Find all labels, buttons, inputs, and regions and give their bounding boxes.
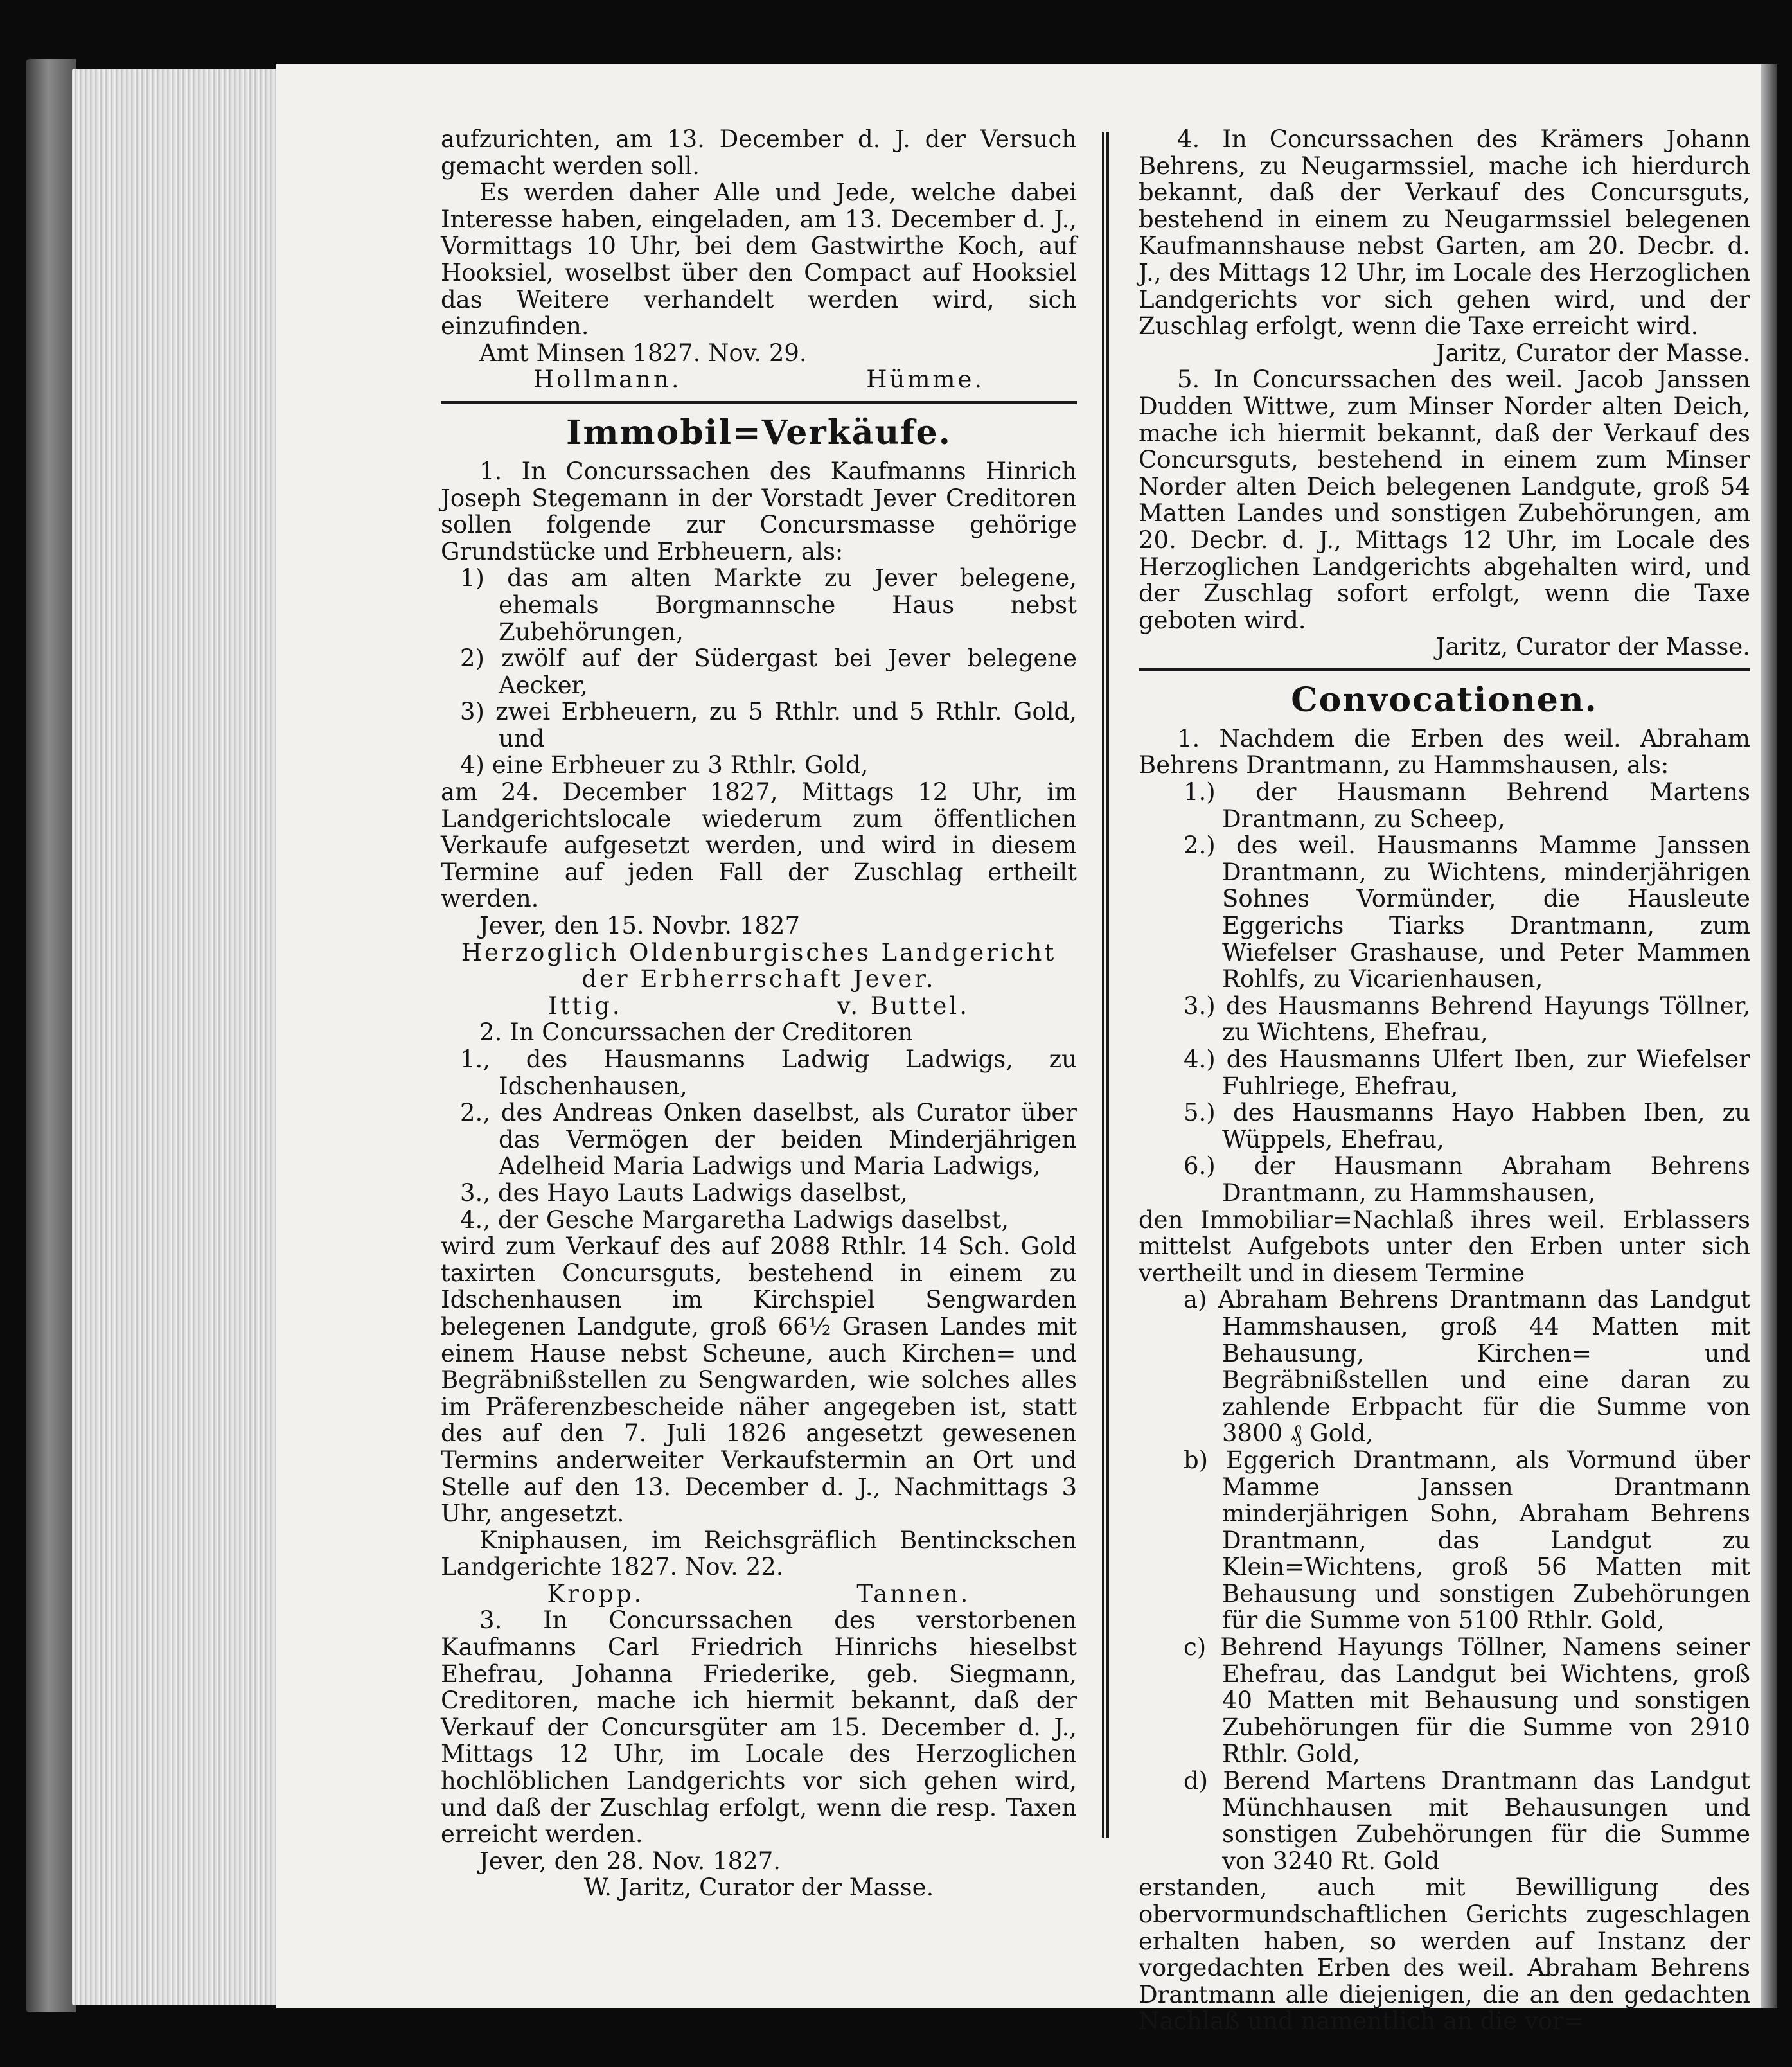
list-item: 5.) des Hausmanns Hayo Habben Iben, zu Wüppels, Ehefrau, [1184,1099,1750,1153]
list-item: 3) zwei Erbheuern, zu 5 Rthlr. und 5 Rthlr. Gold, und [460,698,1077,752]
list-item: a) Abraham Behrens Drantmann das Landgut Hammshausen, groß 44 Matten mit Behausung, Kirchen= und Begräbnißstellen und eine daran zu zahlende Erbpacht für die Summe von 3800 ₰ Gold, [1184,1286,1750,1448]
section-heading: Immobil=Verkäufe. [566,413,952,452]
notice-intro: 1. Nachdem die Erben des weil. Abraham Behrens Drantmann, zu Hammshausen, als: [1139,724,1750,779]
notice-intro: 2. In Concurssachen der Creditoren [479,1018,913,1047]
signature: Kropp. [547,1579,644,1608]
list-item: 4.) des Hausmanns Ulfert Iben, zur Wiefelser Fuhlriege, Ehefrau, [1184,1045,1750,1100]
book-spine-edge [26,59,76,2012]
place-date: Jever, den 15. Novbr. 1827 [479,912,800,940]
signature: W. Jaritz, Curator der Masse. [583,1874,934,1902]
paragraph: 3. In Concurssachen des verstorbenen Kaufmanns Carl Friedrich Hinrichs hieselbst Ehefrau, Johanna Friederike, geb. Siegmann, Creditoren, mache ich hiermit bekannt, daß der Verkauf der Concursgüter am 15. December d. J., Mittags 12 Uhr, im Locale des Herzoglichen hochlöblichen Landgerichts vor sich gehen wird, und daß der Zuschlag erfolgt, wenn die resp. Taxen erreicht werden. [441,1606,1077,1849]
list-item: 2.) des weil. Hausmanns Mamme Janssen Drantmann, zu Wichtens, minderjährigen Sohnes Vormünder, die Hausleute Eggerichs Tiarks Drantmann, zum Wiefelser Grashause, und Peter Mammen Rohlfs, zu Vicarienhausen, [1184,831,1750,993]
signature: Jaritz, Curator der Masse. [1435,339,1750,367]
place-date: Amt Minsen 1827. Nov. 29. [479,339,807,367]
list-item: d) Berend Martens Drantmann das Landgut Münchhausen mit Behausungen und sonstigen Zubehörungen für die Summe von 3240 Rt. Gold [1184,1767,1750,1875]
list-item: 2) zwölf auf der Südergast bei Jever belegene Aecker, [460,644,1077,699]
list-item: b) Eggerich Drantmann, als Vormund über Mamme Janssen Drantmann minderjährigen Sohn, Abraham Behrens Drantmann, das Landgut zu Klein=Wichtens, groß 56 Matten mit Behausung und sonstigen Zubehörungen für die Summe von 5100 Rthlr. Gold, [1184,1446,1750,1635]
signature: Ittig. [548,991,623,1020]
list-item: 1.) der Hausmann Behrend Martens Drantmann, zu Scheep, [1184,778,1750,833]
signature: Hümme. [866,366,985,394]
signature-line [441,366,1077,393]
column-divider [1102,132,1109,1838]
signature-line [441,993,1077,1020]
place-date: Kniphausen, im Reichsgräflich Bentinckschen Landgerichte 1827. Nov. 22. [441,1526,1077,1581]
section-heading: Convocationen. [1291,680,1598,720]
paragraph: 4. In Concurssachen des Krämers Johann Behrens, zu Neugarmssiel, mache ich hierdurch bekannt, daß der Verkauf des Concursguts, bestehend in einem zu Neugarmssiel belegenen Kaufmannshause nebst Garten, am 20. Decbr. d. J., des Mittags 12 Uhr, im Locale des Herzoglichen Landgerichts vor sich gehen wird, und der Zuschlag erfolgt, wenn die Taxe erreicht wird. [1139,125,1750,341]
list-item: 3., des Hayo Lauts Ladwigs daselbst, [460,1178,908,1207]
signature: Hollmann. [533,366,682,394]
list-item: 4) eine Erbheuer zu 3 Rthlr. Gold, [460,751,869,779]
section-divider [1139,668,1750,671]
list-item: 3.) des Hausmanns Behrend Hayungs Töllner, zu Wichtens, Ehefrau, [1184,991,1750,1047]
paragraph: aufzurichten, am 13. December d. J. der Versuch gemacht werden soll. [441,125,1077,180]
signature-line [441,1581,1077,1608]
left-column [441,126,1077,1901]
paragraph: wird zum Verkauf des auf 2088 Rthlr. 14 Sch. Gold taxirten Concursguts, bestehend in einem zu Idschenhausen im Kirchspiel Sengwarden belegenen Landgute, groß 66½ Grasen Landes mit einem Hause nebst Scheune, auch Kirchen= und Begräbnißstellen zu Sengwarden, wie solches alles im Präferenzbescheide näher angegeben ist, statt des auf den 7. Juli 1826 angesetzt gewesenen Termins anderweiter Verkaufstermin an Ort und Stelle auf den 13. December d. J., Nachmittags 3 Uhr, angesetzt. [441,1232,1077,1528]
signature: Jaritz, Curator der Masse. [1435,633,1750,661]
paragraph: den Immobiliar=Nachlaß ihres weil. Erblassers mittelst Aufgebots unter den Erben unter sich vertheilt und in diesem Termine [1139,1205,1750,1287]
paragraph: Es werden daher Alle und Jede, welche dabei Interesse haben, eingeladen, am 13. December d. J., Vormittags 10 Uhr, bei dem Gastwirthe Koch, auf Hooksiel, woselbst über den Compact auf Hooksiel das Weitere verhandelt werden wird, sich einzufinden. [441,179,1077,341]
signature: v. Buttel. [837,991,970,1020]
list-item: 1) das am alten Markte zu Jever belegene, ehemals Borgmannsche Haus nebst Zubehörungen, [460,564,1077,646]
list-item: 2., des Andreas Onken daselbst, als Curator über das Vermögen der beiden Minderjährigen Adelheid Maria Ladwigs und Maria Ladwigs, [460,1099,1077,1180]
paragraph: erstanden, auch mit Bewilligung des obervormundschaftlichen Gerichts zugeschlagen erhalten haben, so werden auf Instanz der vorgedachten Erben des weil. Abraham Behrens Drantmann alle diejenigen, die an den gedachten Nachlaß und namentlich an die vor= [1139,1874,1750,2036]
gutter-shadow [1761,64,1777,2008]
place-date: Jever, den 28. Nov. 1827. [479,1847,781,1875]
court-name: Herzoglich Oldenburgisches Landgericht der Erbherrschaft Jever. [461,938,1057,993]
section-divider [441,401,1077,404]
notice-intro: 1. In Concurssachen des Kaufmanns Hinrich Joseph Stegemann in der Vorstadt Jever Creditoren sollen folgende zur Concursmasse gehörige Grundstücke und Erbheuern, als: [441,457,1077,565]
paragraph: 5. In Concurssachen des weil. Jacob Janssen Dudden Wittwe, zum Minser Norder alten Deich, mache ich hiermit bekannt, daß der Verkauf des Concursguts, bestehend in einem zum Minser Norder alten Deich belegenen Landgute, groß 54 Matten Landes und sonstigen Zubehörungen, am 20. Decbr. d. J., Mittags 12 Uhr, im Locale des Herzoglichen Landgerichts abgehalten wird, und der Zuschlag sofort erfolgt, wenn die Taxe geboten wird. [1139,366,1750,634]
paragraph: am 24. December 1827, Mittags 12 Uhr, im Landgerichtslocale wiederum zum öffentlichen Verkaufe aufgesetzt werden, und wird in diesem Termine auf jeden Fall der Zuschlag ertheilt werden. [441,778,1077,913]
list-item: 1., des Hausmanns Ladwig Ladwigs, zu Idschenhausen, [460,1045,1077,1100]
list-item: 4., der Gesche Margaretha Ladwigs daselbst, [460,1205,1009,1234]
list-item: 6.) der Hausmann Abraham Behrens Drantmann, zu Hammshausen, [1184,1152,1750,1207]
signature: Tannen. [856,1579,971,1608]
list-item: c) Behrend Hayungs Töllner, Namens seiner Ehefrau, das Landgut bei Wichtens, groß 40 Matten mit Behausung und sonstigen Zubehörungen für die Summe von 2910 Rthlr. Gold, [1184,1633,1750,1768]
right-column [1139,126,1750,2035]
page-edges [72,69,279,2005]
